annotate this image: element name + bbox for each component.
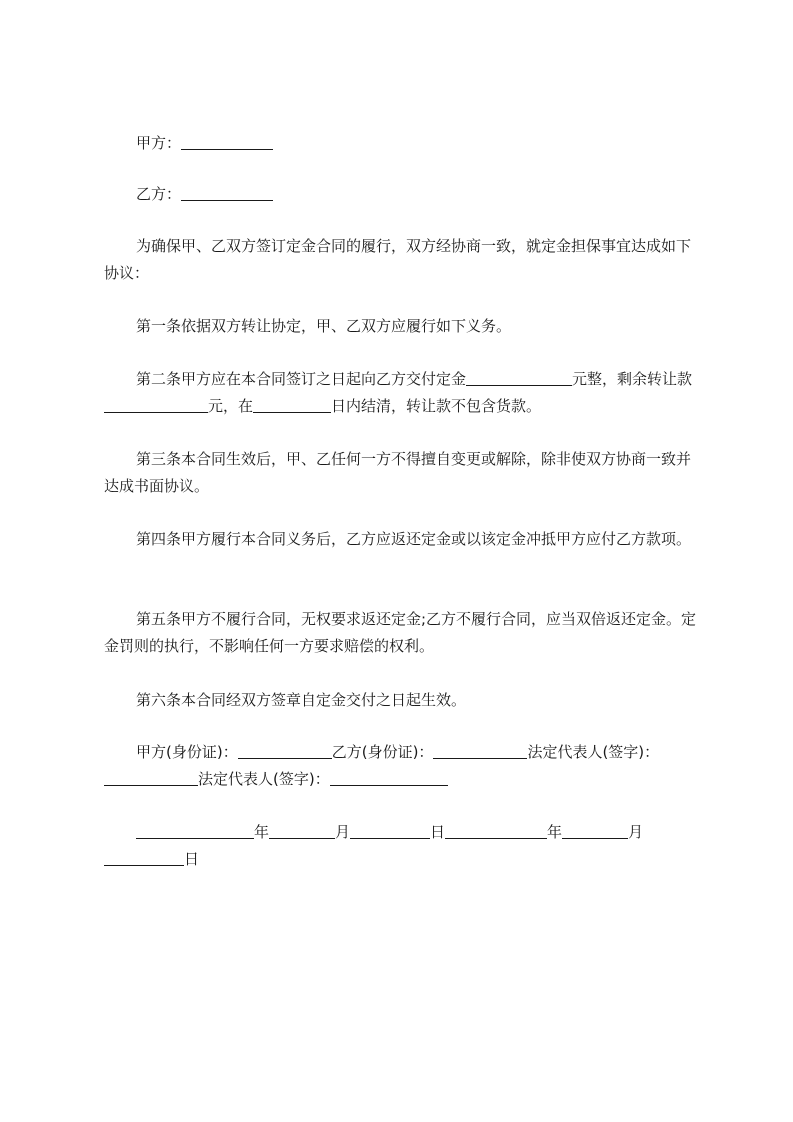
party-b-id-blank[interactable] xyxy=(433,743,527,759)
year-2-blank[interactable] xyxy=(445,823,547,839)
article-2-text-3: 元，在 xyxy=(208,397,254,415)
party-b-label: 乙方： xyxy=(136,185,182,203)
party-b-id-label: 乙方(身份证)： xyxy=(331,743,434,761)
legal-rep-1-label: 法定代表人(签字)： xyxy=(527,743,660,761)
article-2-paragraph xyxy=(104,366,704,420)
party-a-blank[interactable] xyxy=(181,134,273,150)
legal-rep-2-blank[interactable] xyxy=(330,770,448,786)
date-paragraph xyxy=(104,819,704,873)
year-1-blank[interactable] xyxy=(136,823,254,839)
days-blank[interactable] xyxy=(253,397,331,413)
article-6-paragraph: 第六条本合同经双方签章自定金交付之日起生效。 xyxy=(136,691,467,709)
day-2-label: 日 xyxy=(184,850,200,868)
deposit-amount-blank[interactable] xyxy=(466,370,572,386)
day-1-blank[interactable] xyxy=(350,823,430,839)
article-4-paragraph: 第四条甲方履行本合同义务后，乙方应返还定金或以该定金冲抵甲方应付乙方款项。 xyxy=(136,530,692,548)
party-b-blank[interactable] xyxy=(181,185,273,201)
legal-rep-2-label: 法定代表人(签字)： xyxy=(198,770,330,788)
year-2-label: 年 xyxy=(547,823,563,841)
month-1-label: 月 xyxy=(335,823,351,841)
month-1-blank[interactable] xyxy=(269,823,335,839)
party-a-label: 甲方： xyxy=(136,134,182,152)
month-2-blank[interactable] xyxy=(562,823,628,839)
article-2-text-1: 第二条甲方应在本合同签订之日起向乙方交付定金 xyxy=(136,370,467,388)
month-2-label: 月 xyxy=(628,823,644,841)
article-5-paragraph: 第五条甲方不履行合同，无权要求返还定金;乙方不履行合同，应当双倍返还定金。定金罚则的执行，不影响任何一方要求赔偿的权利。 xyxy=(104,610,697,655)
year-1-label: 年 xyxy=(254,823,270,841)
article-1-paragraph: 第一条依据双方转让协定，甲、乙双方应履行如下义务。 xyxy=(136,317,512,335)
party-a-id-blank[interactable] xyxy=(238,743,332,759)
signature-paragraph xyxy=(104,739,704,793)
party-b-line xyxy=(104,181,704,208)
day-1-label: 日 xyxy=(430,823,446,841)
article-2-text-4: 日内结清，转让款不包含货款。 xyxy=(331,397,542,415)
legal-rep-1-blank[interactable] xyxy=(104,770,198,786)
day-2-blank[interactable] xyxy=(104,850,184,866)
remaining-amount-blank[interactable] xyxy=(104,397,208,413)
preamble-paragraph: 为确保甲、乙双方签订定金合同的履行，双方经协商一致，就定金担保事宜达成如下协议： xyxy=(104,237,692,282)
article-3-paragraph: 第三条本合同生效后，甲、乙任何一方不得擅自变更或解除，除非使双方协商一致并达成书面协议。 xyxy=(104,450,692,495)
party-a-line xyxy=(104,130,704,157)
party-a-id-label: 甲方(身份证)： xyxy=(136,743,238,761)
article-2-text-2: 元整，剩余转让款 xyxy=(572,370,693,388)
